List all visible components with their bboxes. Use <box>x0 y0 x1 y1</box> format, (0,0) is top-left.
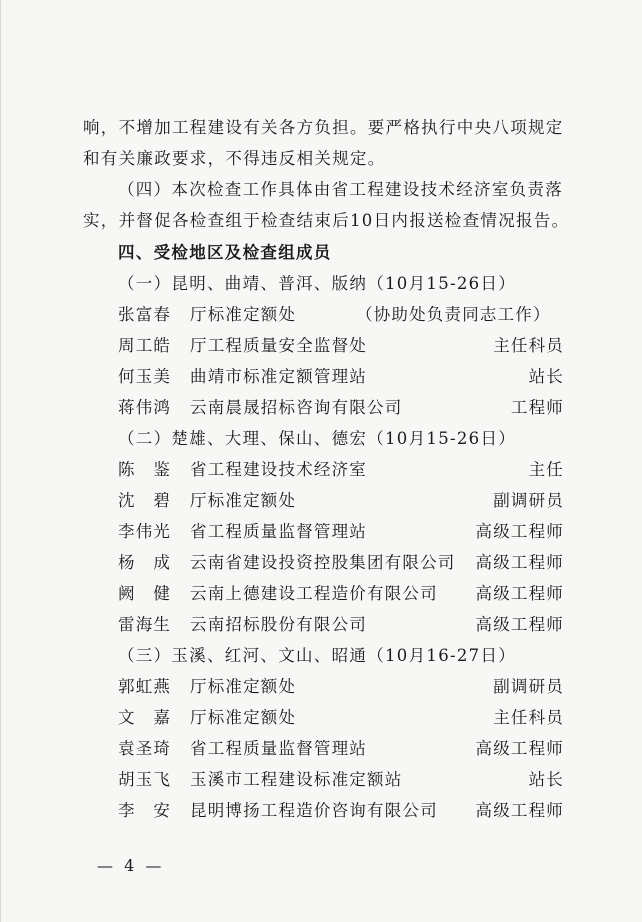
member-name: 郭虹燕 <box>118 677 172 696</box>
member-title: 高级工程师 <box>475 801 564 820</box>
member-org: 厅标准定额处 <box>190 708 297 727</box>
member-title: 站长 <box>528 367 564 386</box>
member-org: 云南省建设投资控股集团有限公司 <box>190 553 456 572</box>
member-name: 袁圣琦 <box>118 739 172 758</box>
member-row <box>118 299 564 330</box>
member-title: 主任科员 <box>493 336 564 355</box>
member-org: 省工程建设技术经济室 <box>190 460 367 479</box>
member-row <box>118 795 564 826</box>
paragraph-line-1: 响，不增加工程建设有关各方负担。要严格执行中央八项规定 <box>83 118 564 137</box>
member-org: 厅工程质量安全监督处 <box>190 336 367 355</box>
group-heading: （二）楚雄、大理、保山、德宏（10月15-26日） <box>118 429 517 448</box>
member-title: 高级工程师 <box>475 522 564 541</box>
section-heading: 四、受检地区及检查组成员 <box>118 243 332 262</box>
member-title: 高级工程师 <box>475 584 564 603</box>
member-row <box>118 330 564 361</box>
paragraph-line-3: （四）本次检查工作具体由省工程建设技术经济室负责落 <box>118 180 563 199</box>
paragraph-line-4: 实，并督促各检查组于检查结束后10日内报送检查情况报告。 <box>83 211 570 230</box>
member-name: 文 嘉 <box>118 708 172 727</box>
member-title: 高级工程师 <box>475 615 564 634</box>
member-org: 省工程质量监督管理站 <box>190 522 367 541</box>
member-name: 张富春 <box>118 305 172 324</box>
member-row <box>118 609 564 640</box>
member-row <box>118 764 564 795</box>
member-name: 杨 成 <box>118 553 172 572</box>
member-name: 周工皓 <box>118 336 172 355</box>
member-org: 昆明博扬工程造价咨询有限公司 <box>190 801 438 820</box>
member-title: 副调研员 <box>493 677 564 696</box>
member-row <box>118 454 564 485</box>
member-org: 厅标准定额处 <box>190 305 297 324</box>
member-row <box>118 547 564 578</box>
member-name: 李伟光 <box>118 522 172 541</box>
member-note: （协助处负责同志工作） <box>356 305 551 324</box>
member-title: 高级工程师 <box>475 739 564 758</box>
member-row <box>118 671 564 702</box>
member-name: 何玉美 <box>118 367 172 386</box>
member-org: 厅标准定额处 <box>190 491 297 510</box>
member-row <box>118 702 564 733</box>
member-name: 李 安 <box>118 801 172 820</box>
member-row <box>118 485 564 516</box>
member-title: 高级工程师 <box>475 553 564 572</box>
member-name: 雷海生 <box>118 615 172 634</box>
group-heading: （一）昆明、曲靖、普洱、版纳（10月15-26日） <box>118 274 517 293</box>
member-org: 省工程质量监督管理站 <box>190 739 367 758</box>
member-title: 副调研员 <box>493 491 564 510</box>
paragraph-line-2: 和有关廉政要求，不得违反相关规定。 <box>83 149 386 168</box>
member-name: 蒋伟鸿 <box>118 398 172 417</box>
member-name: 阙 健 <box>118 584 172 603</box>
member-row <box>118 361 564 392</box>
member-name: 陈 鉴 <box>118 460 172 479</box>
member-row <box>118 733 564 764</box>
member-title: 主任 <box>528 460 564 479</box>
member-title: 工程师 <box>510 398 564 417</box>
member-org: 玉溪市工程建设标准定额站 <box>190 770 403 789</box>
member-org: 厅标准定额处 <box>190 677 297 696</box>
member-row <box>118 516 564 547</box>
member-org: 云南晨晟招标咨询有限公司 <box>190 398 403 417</box>
member-title: 主任科员 <box>493 708 564 727</box>
member-org: 云南上德建设工程造价有限公司 <box>190 584 438 603</box>
page-number: — 4 — <box>97 856 165 875</box>
member-title: 站长 <box>528 770 564 789</box>
member-row <box>118 392 564 423</box>
member-org: 云南招标股份有限公司 <box>190 615 367 634</box>
member-org: 曲靖市标准定额管理站 <box>190 367 367 386</box>
member-name: 沈 碧 <box>118 491 172 510</box>
member-name: 胡玉飞 <box>118 770 172 789</box>
member-row <box>118 578 564 609</box>
group-heading: （三）玉溪、红河、文山、昭通（10月16-27日） <box>118 646 517 665</box>
